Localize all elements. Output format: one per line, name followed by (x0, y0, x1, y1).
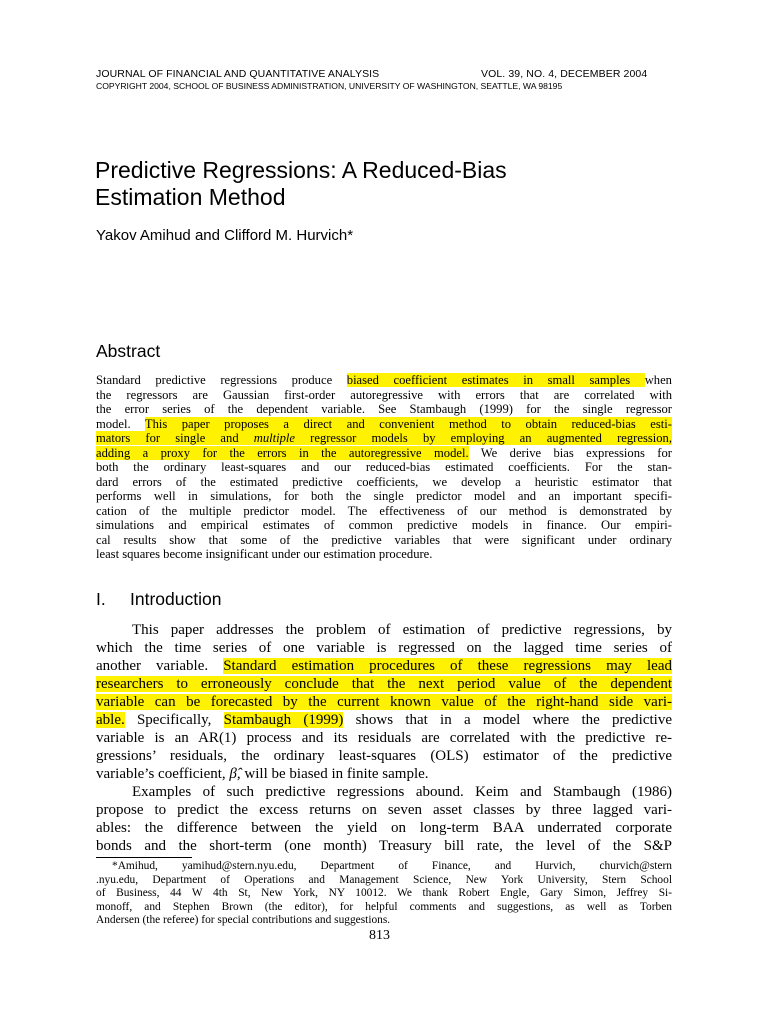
intro-line (96, 693, 672, 711)
highlight: variable can be forecasted by the current known value of the right-hand side vari- (96, 694, 672, 710)
footnote-line: Andersen (the referee) for special contributions and suggestions. (96, 914, 391, 926)
abstract-heading: Abstract (96, 341, 161, 361)
intro-line: able. Specifically, Stambaugh (1999) shows that in a model where the predictive (96, 712, 672, 728)
highlight: able. (96, 712, 125, 728)
intro-line: propose to predict the excess returns on seven asset classes by three lagged vari- (96, 802, 672, 818)
authors: Yakov Amihud and Clifford M. Hurvich* (96, 227, 354, 244)
section-title: Introduction (130, 589, 222, 609)
title-line-1: Predictive Regressions: A Reduced-Bias (95, 157, 507, 183)
abstract-line: least squares become insignificant under our estimation procedure. (96, 547, 433, 561)
journal-name: JOURNAL OF FINANCIAL AND QUANTITATIVE ANALYSIS (96, 68, 380, 80)
intro-line: This paper addresses the problem of estimation of predictive regressions, by (132, 622, 672, 638)
abstract-line: adding a proxy for the errors in the autoregressive model. We derive bias expressions for (96, 445, 672, 460)
intro-line: another variable. Standard estimation procedures of these regressions may lead (96, 658, 672, 674)
intro-line (96, 675, 672, 693)
abstract-line: both the ordinary least-squares and our reduced-bias estimated coefficients. For the stan- (96, 460, 672, 474)
volume-info: VOL. 39, NO. 4, DECEMBER 2004 (481, 68, 648, 80)
abstract-line: cation of the multiple predictor model. The effectiveness of our method is demonstrated by (96, 503, 672, 518)
beta-hat-symbol: β̂ (229, 766, 237, 782)
footnote-line: .nyu.edu, Department of Operations and Management Science, New York University, Stern School (96, 873, 672, 886)
abstract-line: cal results show that some of the predictive variables that were significant under ordinary (96, 532, 672, 547)
abstract-line: Standard predictive regressions produce biased coefficient estimates in small samples when (96, 373, 672, 387)
abstract-line: performs well in simulations, for both the single predictor model and an important specifi- (96, 489, 672, 503)
journal-header (96, 68, 379, 80)
intro-line: which the time series of one variable is regressed on the lagged time series of (96, 640, 672, 656)
highlight: Standard estimation procedures of these regressions may lead (223, 658, 672, 674)
intro-line: variable’s coefficient, β̂, will be biased in finite sample. (96, 766, 429, 782)
page-number: 813 (369, 928, 390, 943)
highlight: mators for single and multiple regressor models by employing an augmented regression, (96, 431, 672, 445)
paper-title (95, 157, 507, 211)
section-heading (96, 589, 222, 610)
abstract-line: model. This paper proposes a direct and convenient method to obtain reduced-bias esti- (96, 416, 672, 431)
abstract-line: the regressors are Gaussian first-order autoregressive with errors that are correlated with (96, 387, 672, 402)
copyright-line: COPYRIGHT 2004, SCHOOL OF BUSINESS ADMINISTRATION, UNIVERSITY OF WASHINGTON, SEATTLE, WA 98195 (96, 81, 563, 91)
footnote-line: *Amihud, yamihud@stern.nyu.edu, Department of Finance, and Hurvich, churvich@stern (112, 860, 672, 872)
highlight: This paper proposes a direct and convenient method to obtain reduced-bias esti- (144, 416, 672, 431)
footnote-rule (96, 857, 192, 858)
intro-line: gressions’ residuals, the ordinary least-squares (OLS) estimator of the predictive (96, 748, 672, 764)
intro-line: bonds and the short-term (one month) Treasury bill rate, the level of the S&P (96, 838, 672, 854)
abstract-line: dard errors of the estimated predictive coefficients, we develop a heuristic estimator that (96, 474, 672, 489)
intro-line: ables: the difference between the yield on long-term BAA underrated corporate (96, 820, 672, 836)
highlight: biased coefficient estimates in small samples (346, 373, 645, 387)
section-number: I. (96, 589, 106, 609)
highlight: Stambaugh (1999) (223, 712, 344, 728)
intro-line: variable is an AR(1) process and its residuals are correlated with the predictive re- (96, 730, 672, 746)
highlight: researchers to erroneously conclude that the next period value of the dependent (96, 676, 672, 692)
title-line-2: Estimation Method (95, 184, 286, 210)
abstract-line (96, 431, 672, 446)
footnote-line: monoff, and Stephen Brown (the editor), for helpful comments and suggestions, as well as Torben (96, 900, 672, 913)
abstract-line: the error series of the dependent variable. See Stambaugh (1999) for the single regressor (96, 402, 672, 416)
intro-line: Examples of such predictive regressions abound. Keim and Stambaugh (1986) (132, 784, 672, 800)
footnote-line: of Business, 44 W 4th St, New York, NY 10012. We thank Robert Engle, Gary Simon, Jeffrey Si- (96, 887, 672, 899)
abstract-line: simulations and empirical estimates of common predictive models in finance. Our empiri- (96, 518, 672, 532)
highlight: adding a proxy for the errors in the autoregressive model. (96, 445, 469, 460)
